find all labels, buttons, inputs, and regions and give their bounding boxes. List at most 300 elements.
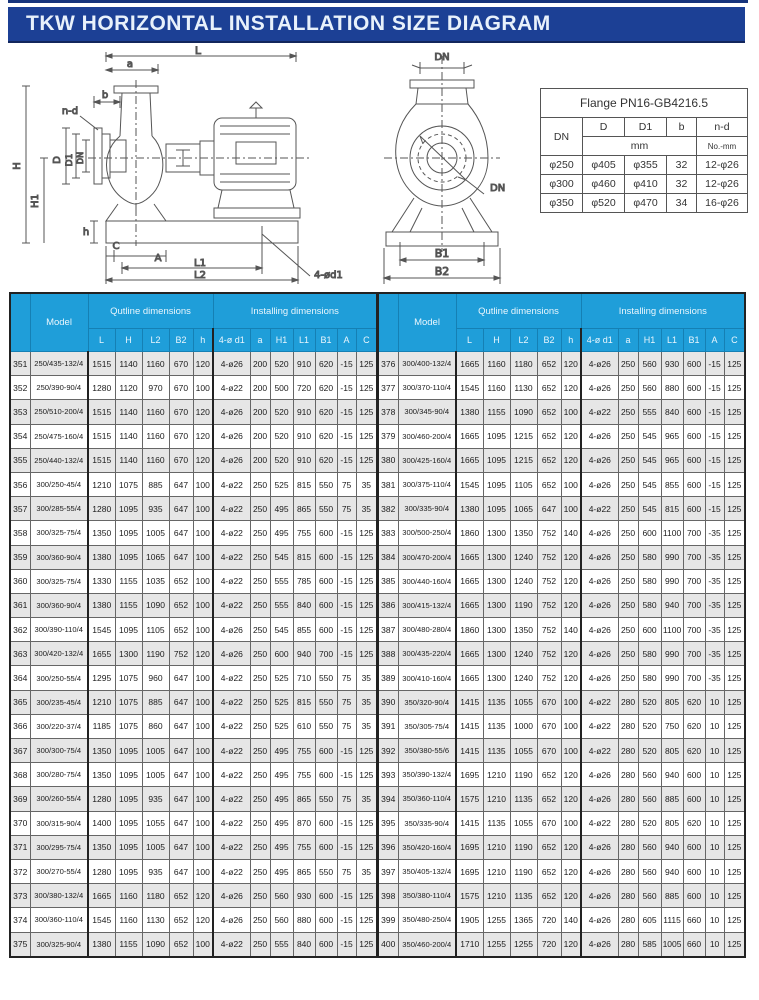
dimension-cell: 1005 (661, 932, 683, 957)
column-header: L2 (510, 329, 537, 352)
table-row (378, 763, 745, 787)
dimension-cell: 1400 (88, 811, 115, 835)
dimension-cell: 1300 (483, 642, 510, 666)
dimension-cell: 560 (638, 835, 661, 859)
dimension-cell: 280 (618, 884, 638, 908)
model-cell: 300/300-75/4 (30, 739, 88, 763)
dimension-cell: 1300 (115, 642, 142, 666)
dimension-cell: 1095 (115, 618, 142, 642)
dimension-cell: 1255 (483, 908, 510, 932)
row-number-cell: 379 (378, 424, 398, 448)
model-cell: 250/475-160/4 (30, 424, 88, 448)
dimension-cell: 1035 (142, 569, 169, 593)
dimension-cell: 4-ø22 (581, 400, 618, 424)
dimension-cell: 580 (638, 593, 661, 617)
row-number-cell: 358 (10, 521, 30, 545)
dimension-cell: 1280 (88, 859, 115, 883)
dimension-cell: 805 (661, 739, 683, 763)
row-number-cell: 365 (10, 690, 30, 714)
dim-label-h: h (82, 227, 90, 238)
dimension-cell: 125 (356, 424, 377, 448)
dimension-cell: 1190 (510, 859, 537, 883)
dimension-cell: 1350 (88, 521, 115, 545)
dimension-cell: 1140 (115, 400, 142, 424)
dimension-cell: 520 (638, 690, 661, 714)
dimension-cell: 1130 (510, 376, 537, 400)
dimension-cell: 250 (618, 424, 638, 448)
dimension-cell: 125 (356, 739, 377, 763)
row-number-cell: 371 (10, 835, 30, 859)
dimension-cell: -15 (337, 642, 356, 666)
dimension-cell: -15 (337, 908, 356, 932)
dimension-cell: 647 (169, 739, 193, 763)
table-row (10, 352, 377, 376)
dimension-cell: 752 (537, 569, 561, 593)
dimension-cell: 700 (315, 642, 337, 666)
dimension-cell: 620 (683, 714, 705, 738)
row-number-cell: 385 (378, 569, 398, 593)
dimension-cell: 4-ø22 (213, 787, 250, 811)
dimension-cell: -15 (337, 835, 356, 859)
dimension-cell: 1280 (88, 376, 115, 400)
outline-dimensions-header: Qutline dimensions (88, 293, 213, 329)
dimension-cell: 75 (337, 497, 356, 521)
dimension-cell: 100 (193, 811, 213, 835)
dimension-cell: 840 (293, 932, 315, 957)
model-cell: 300/360-90/4 (30, 593, 88, 617)
table-row (378, 352, 745, 376)
dimension-cell: 545 (270, 618, 293, 642)
dimension-cell: 200 (250, 352, 270, 376)
dimension-cell: 520 (638, 739, 661, 763)
dimension-cell: 560 (270, 884, 293, 908)
dimension-cell: 100 (193, 497, 213, 521)
dimension-cell: 1665 (456, 666, 483, 690)
column-header: B1 (683, 329, 705, 352)
dimension-cell: 560 (270, 908, 293, 932)
dimension-cell: 700 (683, 545, 705, 569)
table-row (378, 472, 745, 496)
dimension-cell: 10 (705, 884, 724, 908)
dimension-cell: 10 (705, 714, 724, 738)
model-cell: 300/500-250/4 (398, 521, 456, 545)
dimension-cell: 647 (169, 545, 193, 569)
dimension-cell: 125 (724, 352, 745, 376)
row-number-cell: 363 (10, 642, 30, 666)
model-cell: 300/285-55/4 (30, 497, 88, 521)
size-table-left (9, 292, 378, 958)
dimension-cell: 1350 (88, 835, 115, 859)
model-cell: 350/380-110/4 (398, 884, 456, 908)
dimension-cell: 10 (705, 835, 724, 859)
dimension-cell: 1055 (142, 811, 169, 835)
dimension-cell: 560 (638, 787, 661, 811)
model-cell: 300/295-75/4 (30, 835, 88, 859)
model-cell: 300/250-55/4 (30, 666, 88, 690)
dimension-cell: 100 (193, 472, 213, 496)
dimension-cell: 1665 (88, 884, 115, 908)
dimension-cell: 647 (169, 472, 193, 496)
dimension-cell: 280 (618, 835, 638, 859)
dimension-cell: 4-ø26 (581, 932, 618, 957)
dimension-cell: -15 (705, 497, 724, 521)
dimension-cell: 1695 (456, 763, 483, 787)
dimension-cell: 35 (356, 787, 377, 811)
table-row (10, 763, 377, 787)
dimension-cell: 100 (561, 690, 581, 714)
dimension-cell: 647 (169, 811, 193, 835)
model-cell: 300/460-200/4 (398, 424, 456, 448)
dimension-cell: 125 (724, 521, 745, 545)
dimension-cell: 620 (683, 811, 705, 835)
dimension-cell: 600 (683, 376, 705, 400)
dimension-cell: 805 (661, 811, 683, 835)
dimension-cell: 1095 (115, 545, 142, 569)
dimension-cell: 120 (193, 642, 213, 666)
dimension-cell: 865 (293, 859, 315, 883)
dimension-cell: 4-ø26 (581, 884, 618, 908)
dimension-cell: 1665 (456, 642, 483, 666)
dimension-cell: 620 (315, 400, 337, 424)
column-header: H (483, 329, 510, 352)
dimension-cell: -15 (337, 932, 356, 957)
table-row (10, 714, 377, 738)
dimension-cell: 4-ø26 (213, 908, 250, 932)
dimension-cell: 910 (293, 352, 315, 376)
row-number-cell: 396 (378, 835, 398, 859)
dimension-cell: 125 (724, 666, 745, 690)
model-cell: 350/380-55/6 (398, 739, 456, 763)
model-cell: 350/460-200/4 (398, 932, 456, 957)
dimension-cell: 250 (250, 642, 270, 666)
dimension-cell: 4-ø22 (213, 521, 250, 545)
dimension-cell: 600 (683, 835, 705, 859)
table-row (10, 497, 377, 521)
model-cell: 350/360-110/4 (398, 787, 456, 811)
dimension-cell: 10 (705, 787, 724, 811)
dimension-cell: 600 (315, 739, 337, 763)
dimension-cell: 1665 (456, 352, 483, 376)
dimension-cell: 125 (356, 811, 377, 835)
dimension-cell: 1180 (510, 352, 537, 376)
row-number-cell: 353 (10, 400, 30, 424)
dimension-cell: 4-ø26 (581, 569, 618, 593)
dim-label-C: C (112, 241, 120, 252)
dimension-cell: 1135 (483, 690, 510, 714)
dimension-cell: 1415 (456, 811, 483, 835)
dimension-cell: 652 (169, 884, 193, 908)
dimension-cell: 600 (315, 908, 337, 932)
dimension-cell: 250 (618, 352, 638, 376)
dimension-cell: 4-ø26 (581, 472, 618, 496)
dimension-cell: 4-ø22 (581, 739, 618, 763)
column-header: L (456, 329, 483, 352)
dimension-cell: 670 (169, 424, 193, 448)
size-table-right-container (377, 292, 746, 958)
dimension-cell: 1095 (483, 497, 510, 521)
installing-dimensions-header: Installing dimensions (581, 293, 745, 329)
dimension-cell: 525 (270, 714, 293, 738)
size-table-right (377, 292, 746, 958)
dimension-cell: 1160 (483, 376, 510, 400)
dimension-cell: 600 (683, 352, 705, 376)
dimension-cell: 125 (356, 400, 377, 424)
dimension-cell: 580 (638, 642, 661, 666)
dimension-cell: -15 (337, 569, 356, 593)
dimension-cell: 1095 (115, 787, 142, 811)
column-header: h (193, 329, 213, 352)
dimension-cell: -15 (705, 352, 724, 376)
dimension-cell: 495 (270, 763, 293, 787)
dimension-cell: 35 (356, 714, 377, 738)
dimension-cell: 555 (638, 400, 661, 424)
dimension-cell: -15 (337, 521, 356, 545)
dimension-cell: 250 (250, 690, 270, 714)
dimension-cell: 1160 (142, 400, 169, 424)
dimension-cell: 250 (250, 545, 270, 569)
dimension-cell: 4-ø22 (213, 835, 250, 859)
dimension-cell: 4-ø26 (581, 352, 618, 376)
dimension-cell: 935 (142, 787, 169, 811)
dim-label-DN: DN (76, 151, 85, 165)
dimension-cell: 250 (618, 618, 638, 642)
dimension-cell: 1695 (456, 835, 483, 859)
dimension-cell: 75 (337, 714, 356, 738)
table-row (10, 787, 377, 811)
dimension-cell: -15 (337, 811, 356, 835)
dimension-cell: 120 (193, 884, 213, 908)
row-number-cell: 372 (10, 859, 30, 883)
dimension-cell: 600 (315, 521, 337, 545)
flange-table-cell: 32 (667, 156, 697, 175)
dimension-cell: 75 (337, 666, 356, 690)
dimension-cell: 250 (618, 642, 638, 666)
dimension-cell: 1105 (510, 472, 537, 496)
row-number-cell: 380 (378, 448, 398, 472)
dimension-cell: 1300 (483, 593, 510, 617)
dimension-cell: 710 (293, 666, 315, 690)
flange-table-cell: φ460 (583, 175, 625, 194)
dimension-cell: 560 (638, 859, 661, 883)
dimension-cell: 120 (561, 859, 581, 883)
dimension-cell: 660 (683, 908, 705, 932)
dimension-cell: 125 (724, 400, 745, 424)
model-cell: 300/360-90/4 (30, 545, 88, 569)
dimension-cell: 1055 (510, 811, 537, 835)
dimension-cell: 120 (193, 400, 213, 424)
dimension-cell: 620 (315, 376, 337, 400)
dimension-cell: 1105 (142, 618, 169, 642)
dimension-cell: 4-ø26 (581, 545, 618, 569)
dimension-cell: 620 (315, 424, 337, 448)
dimension-cell: 855 (293, 618, 315, 642)
dimension-cell: 670 (537, 714, 561, 738)
dimension-cell: 670 (169, 448, 193, 472)
dimension-cell: 35 (356, 690, 377, 714)
dimension-cell: 125 (724, 642, 745, 666)
dimension-cell: 1415 (456, 690, 483, 714)
dimension-cell: 1095 (115, 497, 142, 521)
dimension-cell: 815 (661, 497, 683, 521)
model-cell: 300/260-55/4 (30, 787, 88, 811)
dimension-cell: 250 (250, 763, 270, 787)
dimension-cell: 647 (169, 714, 193, 738)
dimension-cell: 550 (315, 859, 337, 883)
dimension-cell: 620 (315, 448, 337, 472)
dimension-cell: 75 (337, 859, 356, 883)
dimension-cell: 1055 (510, 690, 537, 714)
model-cell: 350/405-132/4 (398, 859, 456, 883)
dimension-cell: 670 (537, 811, 561, 835)
dimension-cell: 250 (250, 932, 270, 957)
dimension-cell: 1155 (115, 932, 142, 957)
dimension-cell: 620 (683, 690, 705, 714)
dimension-cell: 120 (561, 884, 581, 908)
dimension-cell: 752 (537, 618, 561, 642)
dimension-cell: 35 (356, 497, 377, 521)
model-cell: 300/420-132/4 (30, 642, 88, 666)
dimension-cell: 280 (618, 811, 638, 835)
dimension-cell: 75 (337, 690, 356, 714)
dimension-cell: 652 (537, 448, 561, 472)
dimension-cell: 1350 (88, 739, 115, 763)
model-cell: 300/435-220/4 (398, 642, 456, 666)
dim-label-4d1: 4-ød1 (314, 270, 343, 281)
dimension-cell: 1160 (142, 448, 169, 472)
dimension-cell: 4-ø22 (213, 666, 250, 690)
dimension-cell: 555 (270, 593, 293, 617)
dimension-cell: 600 (683, 763, 705, 787)
dimension-cell: -15 (705, 400, 724, 424)
dimension-cell: 125 (724, 835, 745, 859)
dimension-cell: 520 (270, 448, 293, 472)
dimension-cell: 1120 (115, 376, 142, 400)
dimension-cell: 880 (661, 376, 683, 400)
dimension-cell: 1380 (88, 932, 115, 957)
dimension-cell: 1350 (510, 618, 537, 642)
dimension-cell: 4-ø22 (213, 859, 250, 883)
dimension-cell: 965 (661, 424, 683, 448)
table-row (378, 593, 745, 617)
dimension-cell: 1100 (661, 618, 683, 642)
dimension-cell: 125 (356, 642, 377, 666)
dimension-cell: 652 (537, 787, 561, 811)
dimension-cell: 1005 (142, 763, 169, 787)
dimension-cell: 752 (537, 642, 561, 666)
column-header: L1 (293, 329, 315, 352)
dimension-cell: 600 (315, 932, 337, 957)
dimension-cell: 120 (561, 448, 581, 472)
flange-unit-mm: mm (583, 137, 697, 156)
dimension-cell: 1115 (661, 908, 683, 932)
dimension-cell: 600 (270, 642, 293, 666)
dimension-cell: 990 (661, 642, 683, 666)
dimension-cell: 100 (193, 569, 213, 593)
dimension-cell: 670 (169, 400, 193, 424)
dimension-cell: 1330 (88, 569, 115, 593)
diagram-area (0, 46, 759, 290)
dimension-cell: 125 (356, 376, 377, 400)
dimension-cell: 600 (315, 763, 337, 787)
dimension-cell: 125 (724, 932, 745, 957)
dimension-cell: 10 (705, 763, 724, 787)
dimension-cell: 1160 (115, 908, 142, 932)
dimension-cell: 1545 (88, 908, 115, 932)
dimension-cell: 600 (683, 400, 705, 424)
model-cell: 300/370-110/4 (398, 376, 456, 400)
dimension-cell: 125 (724, 884, 745, 908)
dimension-cell: 1075 (115, 666, 142, 690)
dimension-cell: 880 (293, 908, 315, 932)
dimension-cell: 1240 (510, 569, 537, 593)
flange-col-d1: D1 (625, 118, 667, 137)
dim-label-nd: n-d (61, 106, 79, 117)
dimension-cell: 1140 (115, 424, 142, 448)
row-number-cell: 388 (378, 642, 398, 666)
dimension-cell: 1055 (510, 739, 537, 763)
column-header: h (561, 329, 581, 352)
dimension-cell: 120 (193, 352, 213, 376)
column-header: a (618, 329, 638, 352)
dimension-cell: 930 (293, 884, 315, 908)
flange-table (540, 88, 748, 213)
dimension-cell: 815 (293, 472, 315, 496)
dimension-cell: 885 (661, 884, 683, 908)
dimension-cell: 4-ø22 (581, 714, 618, 738)
flange-table-row (541, 175, 748, 194)
dim-label-H1: H1 (30, 194, 41, 208)
dimension-cell: 885 (142, 690, 169, 714)
dimension-cell: 652 (537, 376, 561, 400)
dimension-cell: 4-ø26 (581, 593, 618, 617)
dimension-cell: 755 (293, 763, 315, 787)
dimension-cell: 652 (169, 908, 193, 932)
dimension-cell: 4-ø26 (581, 642, 618, 666)
dimension-cell: -15 (337, 352, 356, 376)
dimension-cell: 600 (683, 497, 705, 521)
model-cell: 300/335-90/4 (398, 497, 456, 521)
dimension-cell: 75 (337, 787, 356, 811)
table-row (10, 884, 377, 908)
dimension-cell: 100 (193, 690, 213, 714)
dimension-cell: 990 (661, 666, 683, 690)
row-number-cell: 361 (10, 593, 30, 617)
dimension-cell: -15 (705, 424, 724, 448)
dimension-cell: 550 (315, 690, 337, 714)
dimension-cell: 910 (293, 448, 315, 472)
table-row (378, 448, 745, 472)
dimension-cell: 125 (356, 884, 377, 908)
dimension-cell: 4-ø26 (213, 642, 250, 666)
column-header: H1 (638, 329, 661, 352)
dimension-cell: 1095 (483, 448, 510, 472)
outline-dimensions-header: Qutline dimensions (456, 293, 581, 329)
dimension-cell: -15 (337, 545, 356, 569)
dimension-cell: 4-ø22 (213, 763, 250, 787)
dimension-cell: 495 (270, 835, 293, 859)
table-row (10, 424, 377, 448)
dimension-cell: -15 (705, 472, 724, 496)
dimension-cell: 1090 (510, 400, 537, 424)
row-number-cell: 378 (378, 400, 398, 424)
dimension-cell: -15 (337, 424, 356, 448)
dimension-cell: 600 (683, 472, 705, 496)
dimension-cell: 4-ø26 (581, 521, 618, 545)
dimension-cell: 100 (193, 714, 213, 738)
dimension-cell: 755 (293, 835, 315, 859)
dimension-cell: -15 (337, 400, 356, 424)
dimension-cell: 600 (315, 593, 337, 617)
